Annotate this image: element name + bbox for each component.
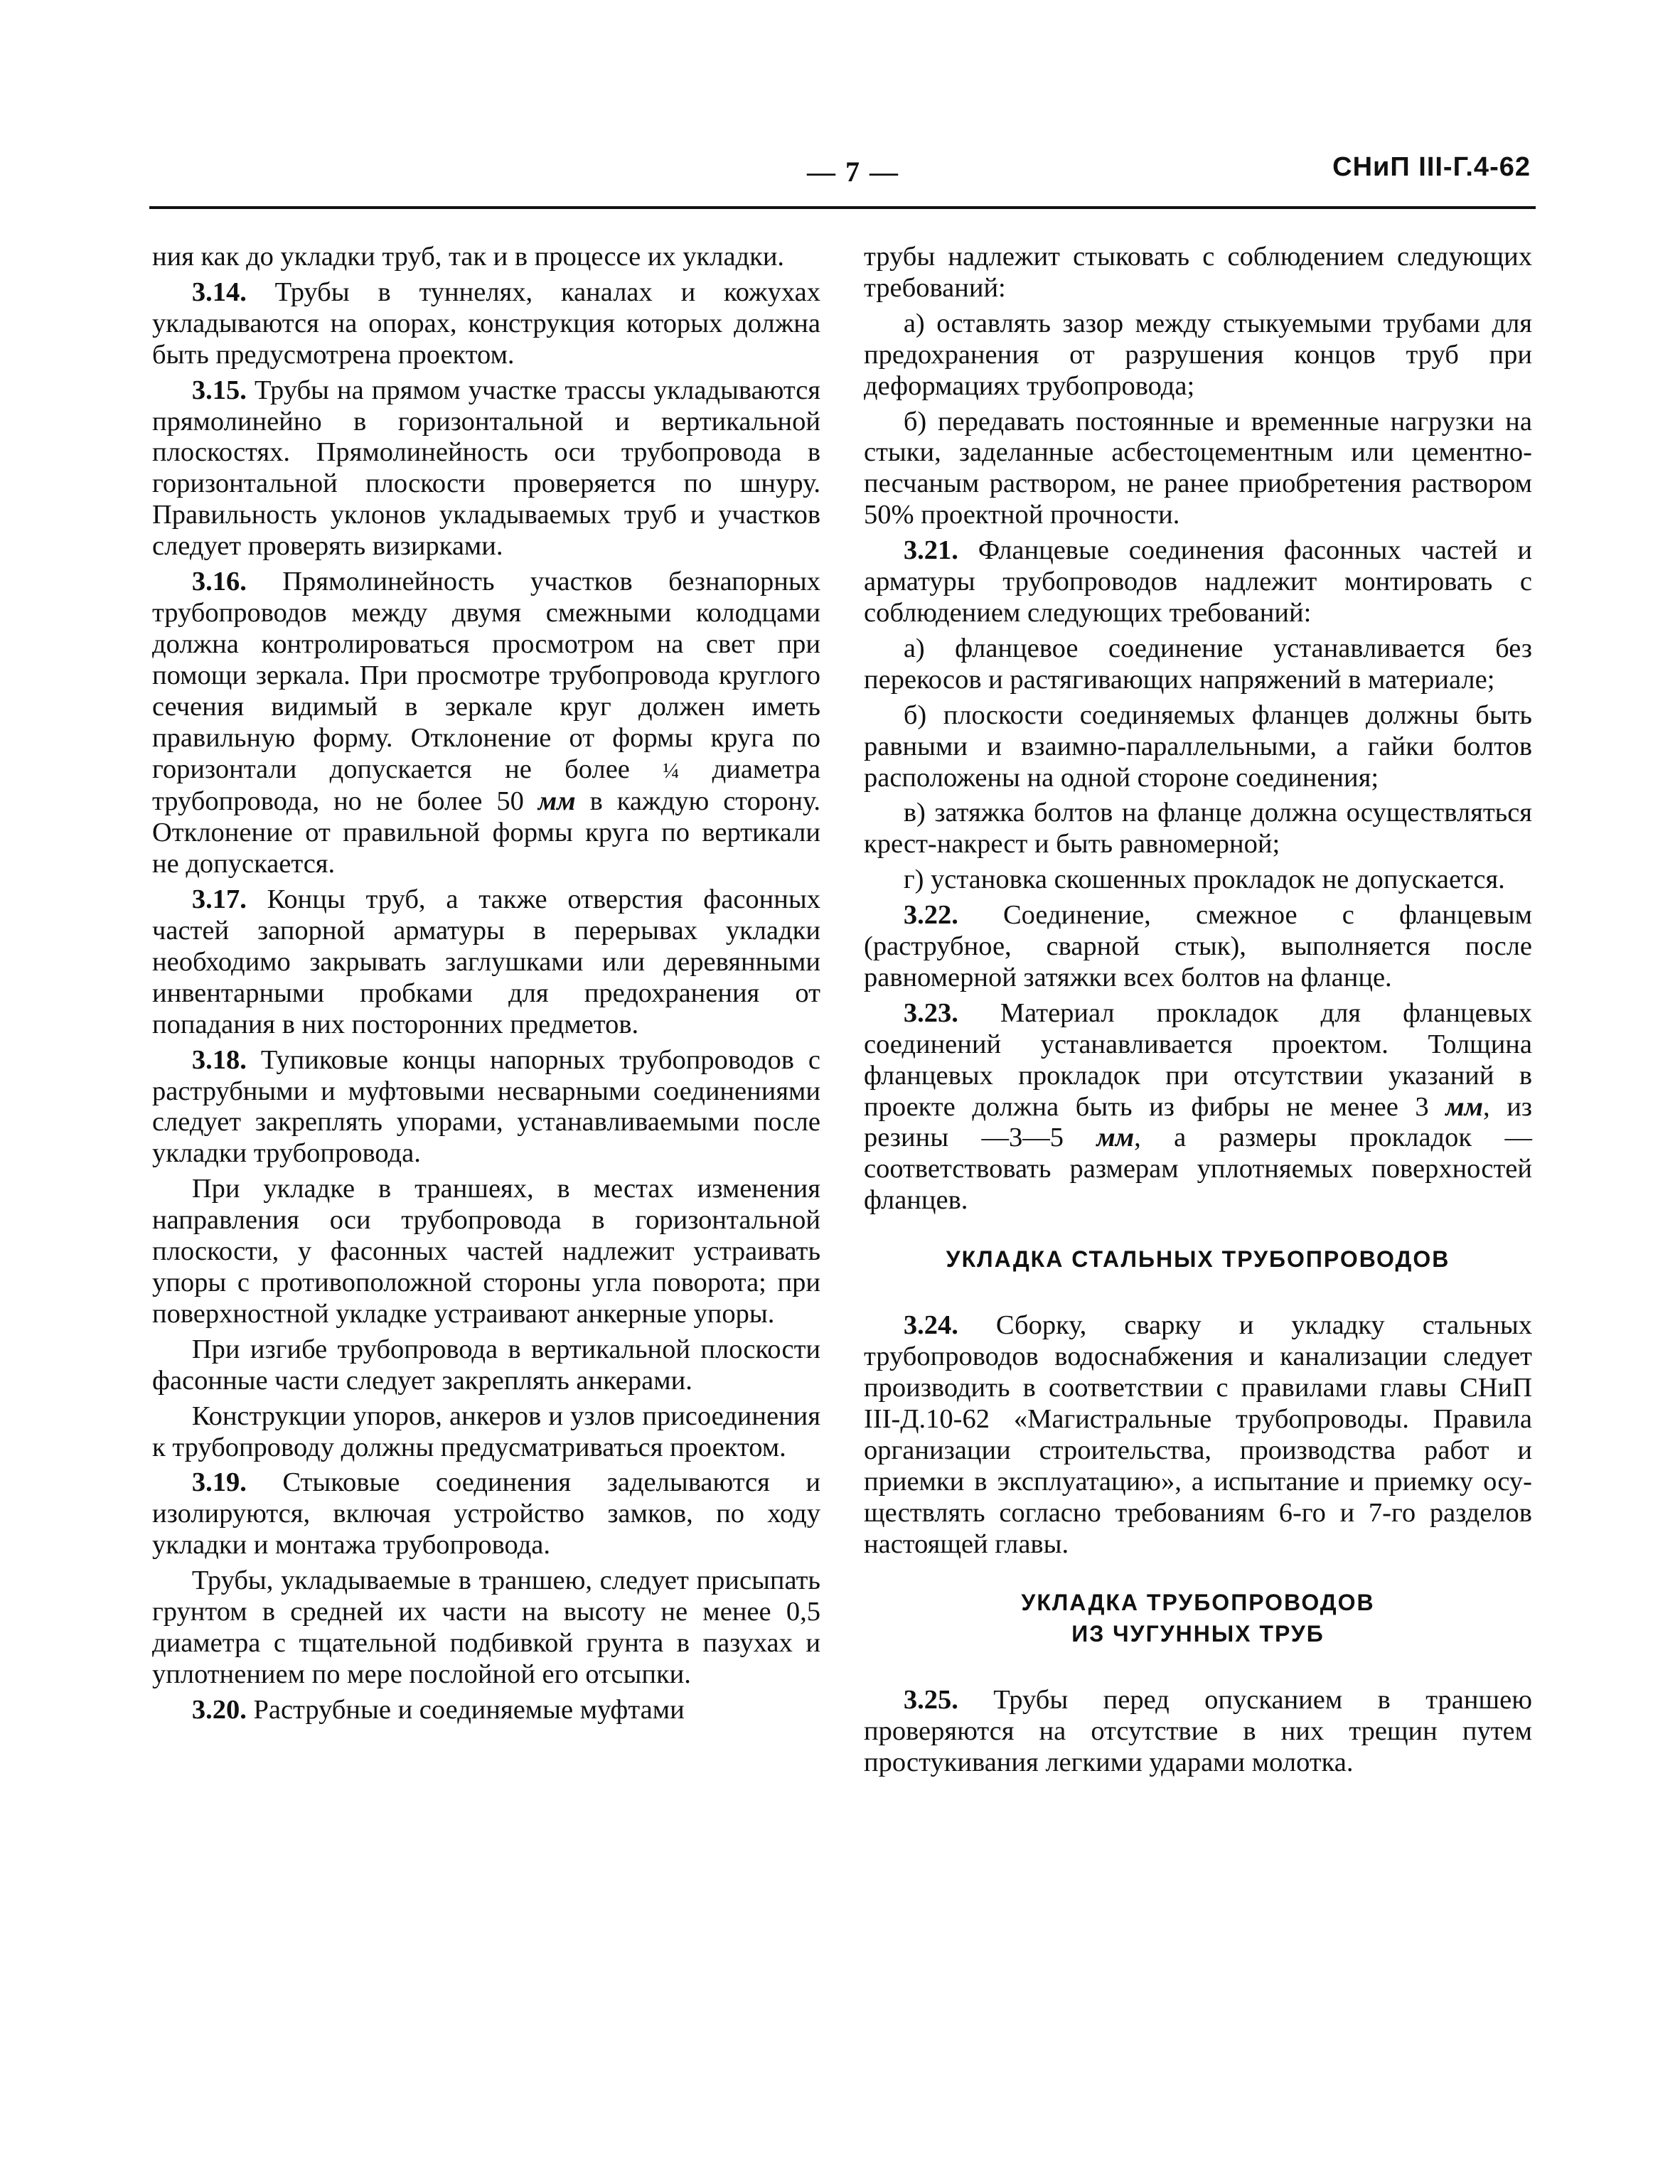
paragraph-text: Концы труб, а также отверстия фасонных частей запорной арматуры в перерывах укладки необходимо закрывать заглушками или деревянными инвентарными пробками для предохранения от попадания в них посторонних предметов. — [152, 884, 820, 1039]
list-item: в) затяжка болтов на фланце должна осуществляться крест-накрест и быть равномерной; — [864, 798, 1532, 860]
paragraph-number: 3.24. — [903, 1310, 958, 1341]
paragraph-3-16 — [152, 567, 820, 880]
paragraph-number: 3.15. — [191, 375, 247, 405]
fraction: ¼ — [663, 758, 680, 783]
paragraph-3-18 — [152, 1045, 820, 1170]
right-column — [864, 242, 1532, 1783]
header-rule — [149, 206, 1536, 209]
section-heading-steel-pipelines: УКЛАДКА СТАЛЬНЫХ ТРУБОПРОВОДОВ — [946, 1246, 1450, 1273]
paragraph-number: 3.20. — [191, 1694, 247, 1725]
paragraph-text: в каждую сторону. Отклонение от правильной формы круга по вертикали не допускается. — [152, 786, 820, 879]
paragraph-text: Раструбные и соединяемые муфтами — [246, 1694, 685, 1725]
paragraph-3-24 — [864, 1310, 1532, 1560]
paragraph-number: 3.25. — [903, 1685, 958, 1715]
paragraph-number: 3.21. — [903, 535, 958, 566]
paragraph-number: 3.16. — [191, 567, 247, 597]
paragraph-3-14 — [152, 277, 820, 371]
paragraph-3-23 — [864, 998, 1532, 1216]
section-heading-cast-iron-pipelines — [864, 1587, 1532, 1649]
paragraph-3-17 — [152, 884, 820, 1041]
paragraph-3-20 — [152, 1695, 820, 1726]
list-item: г) установка скошенных прокладок не допускается. — [903, 864, 1505, 895]
paragraph-text: , из резины —3—5 — [864, 1091, 1533, 1153]
unit: мм — [1445, 1091, 1483, 1122]
paragraph-continuation: ния как до укладки труб, так и в процессе их укладки. — [152, 242, 785, 272]
paragraph-3-22 — [864, 900, 1532, 994]
paragraph-3-19 — [152, 1467, 820, 1561]
paragraph-text: Тупиковые концы напорных трубопроводов с раструбными и муфтовыми несварными соединениями следует закреплять упорами, устанавливаемыми после укладки трубопровода. — [152, 1044, 820, 1169]
heading-line: ИЗ ЧУГУННЫХ ТРУБ — [1071, 1621, 1325, 1647]
paragraph-3-21 — [864, 535, 1532, 629]
paragraph-text: Трубы в туннелях, каналах и кожухах укладываются на опорах, конструкция которых должна быть предусмотрена проектом. — [152, 277, 820, 370]
paragraph: Трубы, укладываемые в траншею, следует присыпать грунтом в средней их части на высоту не менее 0,5 диаметра с тщательной подбивкой грунта в пазухах и уплотнением по мере послойной его отсыпки. — [152, 1565, 820, 1689]
paragraph-number: 3.14. — [191, 277, 247, 307]
paragraph-text: Материал прокладок для фланцевых соединений устанавливается проектом. Толщина фланцевых прокладок при отсутствии указаний в проекте должна быть из фибры не менее 3 — [864, 997, 1532, 1122]
paragraph-number: 3.17. — [191, 884, 247, 915]
heading-line: УКЛАДКА ТРУБОПРОВОДОВ — [1021, 1590, 1375, 1616]
paragraph-text: Трубы на прямом участке трассы укладываются прямолинейно в горизонтальной и вертикальной плоскостях. Прямолинейность оси трубопровода в горизонтальной плоскости проверяется по шнуру. Правильность уклонов укладываемых труб и участков следует проверять визирками. — [152, 375, 820, 562]
paragraph-text: Трубы перед опусканием в траншею проверяются на отсутствие в них трещин путем простукивания легкими ударами молотка. — [864, 1685, 1532, 1778]
paragraph-3-15 — [152, 375, 820, 562]
paragraph: Конструкции упоров, анкеров и узлов присоединения к трубопроводу должны предусматриваться проектом. — [152, 1401, 820, 1462]
unit: мм — [537, 786, 576, 817]
paragraph-number: 3.22. — [903, 900, 958, 931]
paragraph-number: 3.23. — [903, 997, 958, 1028]
paragraph-continuation: трубы надлежит стыковать с соблюдением следующих требований: — [864, 242, 1532, 303]
paragraph-text: Стыковые соединения заделываются и изолируются, включая устройство замков, по ходу укладки и монтажа трубопровода. — [152, 1467, 820, 1561]
page-number: — 7 — — [807, 156, 899, 188]
paragraph-text: диаметра трубопровода, но не более 50 — [152, 754, 821, 817]
paragraph-text: Сборку, сварку и укладку стальных трубопроводов водоснабжения и канализации следует производить в соответствии с правилами главы СНиП III-Д.10-62 «Магистральные трубопроводы. Правила организации строительства, производства работ и приемки в эксплуатацию», а испытание и приемку осуществлять согласно требованиям 6-го и 7-го разделов настоящей главы. — [864, 1310, 1532, 1559]
list-item: а) фланцевое соединение устанавливается без перекосов и растягивающих напряжений в материале; — [864, 633, 1532, 695]
left-column — [152, 242, 820, 1730]
document-code: СНиП III-Г.4-62 — [1332, 152, 1531, 182]
paragraph: При изгибе трубопровода в вертикальной плоскости фасонные части следует закреплять анкерами. — [152, 1334, 820, 1396]
paragraph-number: 3.18. — [191, 1044, 247, 1075]
paragraph-text: Соединение, смежное с фланцевым (раструбное, сварной стык), выполняется после равномерной затяжки всех болтов на фланце. — [864, 900, 1532, 992]
unit: мм — [1096, 1123, 1135, 1153]
paragraph-number: 3.19. — [191, 1467, 247, 1498]
paragraph: При укладке в траншеях, в местах изменения направления оси трубопровода в горизонтальной плоскости, у фасонных частей надлежит устраивать упоры с противоположной стороны угла поворота; при поверхностной укладке устраивают анкерные упоры. — [152, 1174, 820, 1329]
list-item: а) оставлять зазор между стыкуемыми трубами для предохранения от разрушения концов труб при деформациях трубопровода; — [864, 308, 1532, 401]
paragraph-3-25 — [864, 1685, 1532, 1779]
list-item: б) плоскости соединяемых фланцев должны быть равными и взаимно-параллельными, а гайки болтов расположены на одной стороне соединения; — [864, 700, 1532, 793]
paragraph-text: , а размеры прокладок — соответствовать размерам уплотняемых поверхностей фланцев. — [864, 1123, 1533, 1216]
paragraph-text: Фланцевые соединения фасонных частей и арматуры трубопроводов надлежит монтировать с соблюдением следующих требований: — [864, 535, 1532, 628]
paragraph-text: Прямолинейность участков безнапорных трубопроводов между двумя смежными колодцами должна контролироваться просмотром на свет при помощи зеркала. При просмотре трубопровода круглого сечения видимый в зеркале круг должен иметь правильную форму. Отклонение от формы круга по горизонтали допускается не более — [152, 567, 820, 784]
list-item: б) передавать постоянные и временные нагрузки на стыки, заделанные асбестоцементным или цементно-песчаным раствором, не ранее приобретения раствором 50% проектной прочности. — [864, 406, 1532, 530]
